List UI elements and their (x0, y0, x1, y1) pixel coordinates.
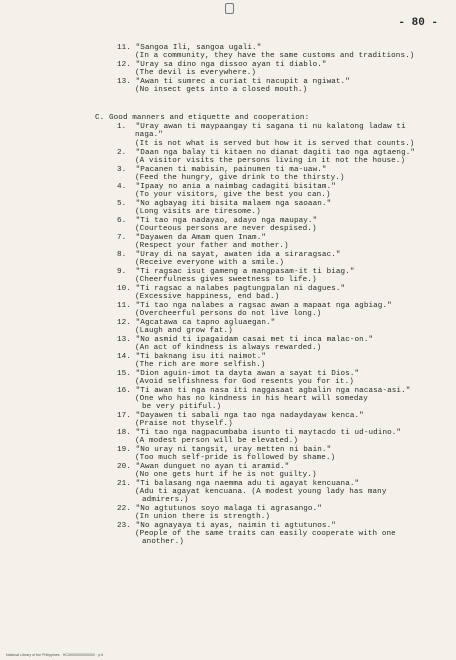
text-line: (Adu ti agayat kencuana. (A modest young lady has many (135, 488, 387, 496)
text-line: 18. "Ti tao nga nagpacumbaba isunto ti maytacdo ti ud-udino." (117, 429, 402, 437)
text-line: (Feed the hungry, give drink to the thirsty.) (135, 174, 345, 182)
page-number: - 80 - (398, 17, 438, 29)
text-line: (Cheerfulness gives sweetness to life.) (135, 276, 317, 284)
text-line: 1. "Uray awan ti maypaangay ti sagana ti nu kalatong ladaw ti (117, 123, 406, 131)
text-line: (In a community, they have the same customs and traditions.) (135, 52, 415, 60)
text-line: 11. "Sangoa Ili, sangoa ugali." (117, 44, 262, 52)
text-line: (In union there is strength.) (135, 513, 271, 521)
text-line: 20. "Awan dunguet no ayan ti aramid." (117, 463, 290, 471)
text-line: 19. "No uray ni tangsit, uray metten ni bain." (117, 446, 332, 454)
punch-hole (225, 3, 234, 14)
text-line: (Praise not thyself.) (135, 420, 233, 428)
text-line: (Long visits are tiresome.) (135, 208, 261, 216)
text-line: (No one gets hurt if he is not guilty.) (135, 471, 317, 479)
text-line: 3. "Pacanen ti mabisin, painumen ti ma-uaw." (117, 166, 327, 174)
text-line: (People of the same traits can easily cooperate with one (135, 530, 396, 538)
text-line: 21. "Ti balasang nga naemma adu ti agayat kencuana." (117, 480, 360, 488)
text-line: admirers.) (142, 496, 189, 504)
text-line: (Courteous persons are never despised.) (135, 225, 317, 233)
text-line: (No insect gets into a closed mouth.) (135, 86, 308, 94)
text-line: (The rich are more selfish.) (135, 361, 266, 369)
text-line: (Avoid selfishness for God resents you for it.) (135, 378, 354, 386)
text-line: 5. "No agbayag iti bisita malaem nga saoaan." (117, 200, 332, 208)
text-line: 9. "Ti ragsac isut gameng a mangpasam-it ti biag." (117, 268, 355, 276)
footer-text: National Library of the Philippines · HCI0000000000000 · p.6 (6, 653, 104, 657)
text-line: 15. "Dion aguin-imot ta dayta awan a sayat ti Dios." (117, 370, 360, 378)
text-line: (Respect your father and mother.) (135, 242, 289, 250)
text-line: 10. "Ti ragsac a nalabes pagtungpalan ni dagues." (117, 285, 346, 293)
text-line: 4. "Ipaay no ania a naimbag cadagiti bisitam." (117, 183, 336, 191)
text-line: (One who has no kindness in his heart will someday (135, 395, 368, 403)
text-line: (Excessive happiness, end bad.) (135, 293, 280, 301)
text-line: (A modest person will be elevated.) (135, 437, 298, 445)
text-line: 12. "Uray sa dino nga dissoo ayan ti diablo." (117, 61, 327, 69)
text-line: 7. "Dayawen da Amam quen Inam." (117, 234, 267, 242)
text-line: 8. "Uray di na sayat, awaten ida a siraragsac." (117, 251, 341, 259)
text-line: 14. "Ti baknang isu iti naimot." (117, 353, 267, 361)
text-line: 13. "Awan ti sumrec a curiat ti nacupit a ngiwat." (117, 78, 350, 86)
text-line: another.) (142, 538, 184, 546)
text-line: 12. "Agcatawa ca tapno agluaegan." (117, 319, 276, 327)
text-line: 23. "No agnayaya ti ayas, naimin ti agtutunos." (117, 522, 336, 530)
text-line: 22. "No agtutunos soyo malaga ti agrasango." (117, 505, 322, 513)
text-line: 2. "Daan nga balay ti kitaen no dianat dagiti tao nga agtaeng." (117, 149, 416, 157)
text-line: 17. "Dayawen ti sabali nga tao nga nadaydayaw kenca." (117, 412, 364, 420)
text-line: naga." (135, 131, 163, 139)
text-line: (Too much self-pride is followed by shame.) (135, 454, 336, 462)
text-line: (Overcheerful persons do not live long.) (135, 310, 322, 318)
text-line: be very pitiful.) (142, 403, 222, 411)
text-line: 16. "Ti awan ti nga nasa iti naggasaat agbalin nga nacasa-asi." (117, 387, 411, 395)
text-line: (It is not what is served but how it is served that counts.) (135, 140, 415, 148)
text-line: 11. "Ti tao nga nalabes a ragsac awan a mapaat nga agbiag." (117, 302, 392, 310)
text-line: (Laugh and grow fat.) (135, 327, 233, 335)
text-line: (An act of kindness is always rewarded.) (135, 344, 322, 352)
text-line: (The devil is everywhere.) (135, 69, 257, 77)
text-line: (A visitor visits the persons living in it not the house.) (135, 157, 406, 165)
text-line: (To your visitors, give the best you can.) (135, 191, 331, 199)
text-line: C. Good manners and etiquette and cooperation: (95, 114, 310, 122)
text-line: (Receive everyone with a smile.) (135, 259, 285, 267)
text-line: 6. "Ti tao nga nadayao, adayo nga maupay." (117, 217, 318, 225)
text-line: 13. "No asmid ti ipagaidam casai met ti inca malac-on." (117, 336, 374, 344)
